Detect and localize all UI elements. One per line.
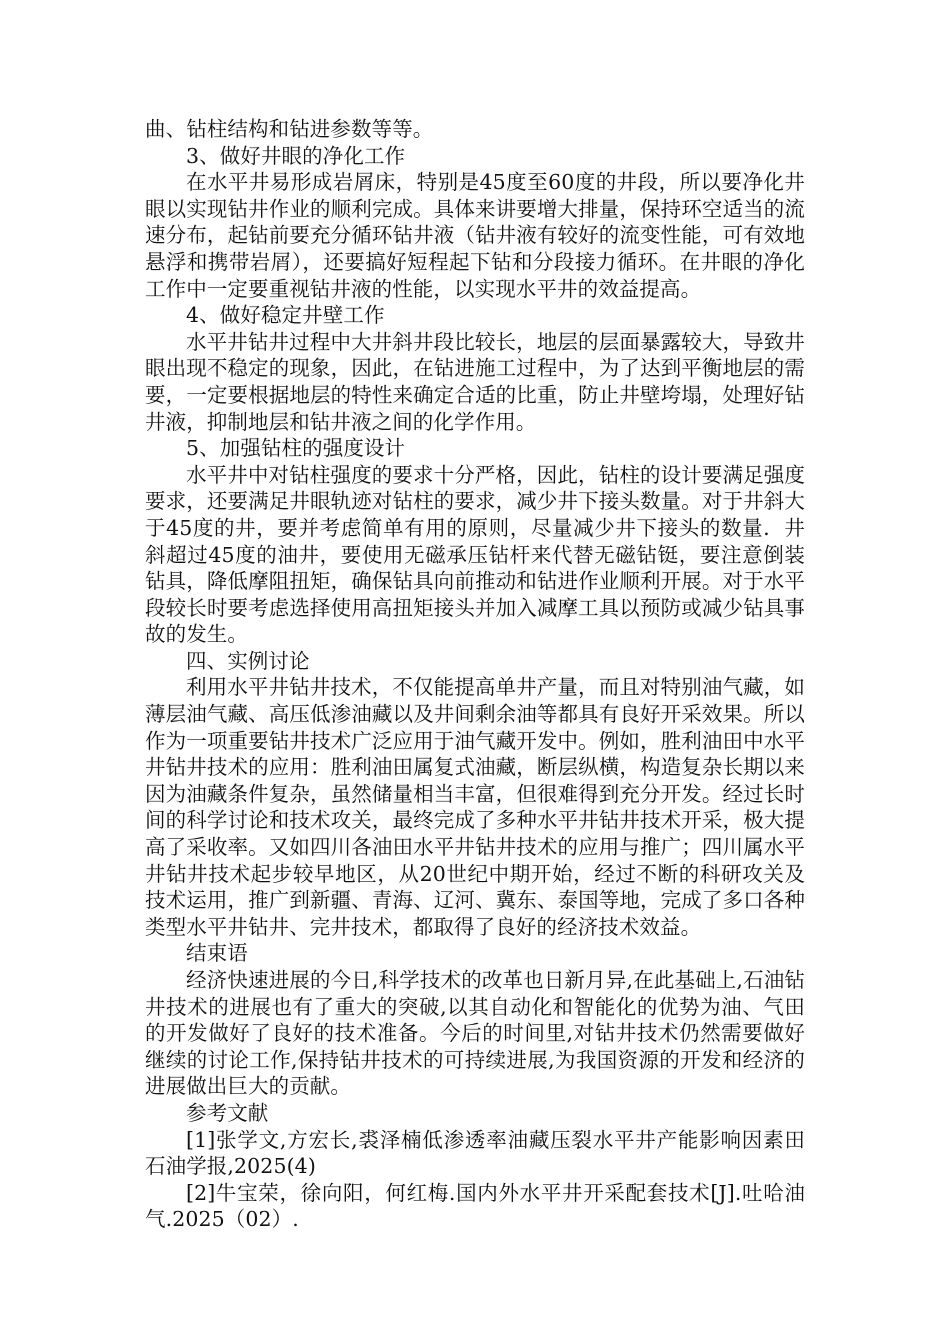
paragraph-drill-string-strength: 水平井中对钻柱强度的要求十分严格，因此，钻柱的设计要满足强度要求，还要满足井眼轨迹对钻柱的要求，减少井下接头数量。对于井斜大于45度的井，要并考虑简单有用的原则，尽量减少井下接头的数量．井斜超过45度的油井，要使用无磁承压钻杆来代替无磁钻铤，要注意倒装钻具，降低摩阻扭矩，确保钻具向前推动和钻进作业顺利开展。对于水平段较长时要考虑选择使用高扭矩接头并加入减摩工具以预防或减少钻具事故的发生。 (145, 462, 805, 647)
section-heading-wellbore-cleaning: 3、做好井眼的净化工作 (186, 143, 406, 168)
reference-item: [1]张学文,方宏长,裘泽楠低渗透率油藏压裂水平井产能影响因素田石油学报,2025(4) (145, 1127, 805, 1179)
section-heading-case-study: 四、实例讨论 (186, 648, 310, 673)
paragraph-case-study: 利用水平井钻井技术，不仅能提高单井产量，而且对特别油气藏，如薄层油气藏、高压低渗油藏以及井间剩余油等都具有良好开采效果。所以作为一项重要钻井技术广泛应用于油气藏开发中。例如，胜利油田中水平井钻井技术的应用：胜利油田属复式油藏，断层纵横，构造复杂长期以来因为油藏条件复杂，虽然储量相当丰富，但很难得到充分开发。经过长时间的科学讨论和技术攻关，最终完成了多种水平井钻井技术开采，极大提高了采收率。又如四川各油田水平井钻井技术的应用与推广；四川属水平井钻井技术起步较早地区，从20世纪中期开始，经过不断的科研攻关及技术运用，推广到新疆、青海、辽河、冀东、泰国等地，完成了多口各种类型水平井钻井、完井技术，都取得了良好的经济技术效益。 (145, 675, 805, 939)
reference-item: [2]牛宝荣，徐向阳，何红梅.国内外水平井开采配套技术[J].吐哈油气.2025（02）. (145, 1180, 805, 1232)
section-heading-conclusion: 结束语 (186, 941, 248, 966)
paragraph-wellbore-cleaning: 在水平井易形成岩屑床，特别是45度至60度的井段，所以要净化井眼以实现钻井作业的顺利完成。具体来讲要增大排量，保持环空适当的流速分布，起钻前要充分循环钻井液（钻井液有较好的流变性能，可有效地悬浮和携带岩屑），还要搞好短程起下钻和分段接力循环。在井眼的净化工作中一定要重视钻井液的性能，以实现水平井的效益提高。 (145, 170, 805, 301)
paragraph-conclusion: 经济快速进展的今日,科学技术的改革也日新月异,在此基础上,石油钻井技术的进展也有了重大的突破,以其自动化和智能化的优势为油、气田的开发做好了良好的技术准备。今后的时间里,对钻井技术仍然需要做好继续的讨论工作,保持钻井技术的可持续进展,为我国资源的开发和经济的进展做出巨大的贡献。 (145, 968, 805, 1099)
section-heading-references: 参考文献 (186, 1100, 269, 1125)
section-heading-drill-string-strength: 5、加强钻柱的强度设计 (186, 436, 406, 461)
paragraph-continuation: 曲、钻柱结构和钻进参数等等。 (145, 117, 434, 141)
section-heading-wellbore-stability: 4、做好稳定井壁工作 (186, 303, 385, 328)
paragraph-wellbore-stability: 水平井钻井过程中大井斜井段比较长，地层的层面暴露较大，导致井眼出现不稳定的现象，因此，在钻进施工过程中，为了达到平衡地层的需要，一定要根据地层的特性来确定合适的比重，防止井壁垮塌，处理好钻井液，抑制地层和钻井液之间的化学作用。 (145, 329, 805, 434)
document-page (145, 116, 805, 1233)
